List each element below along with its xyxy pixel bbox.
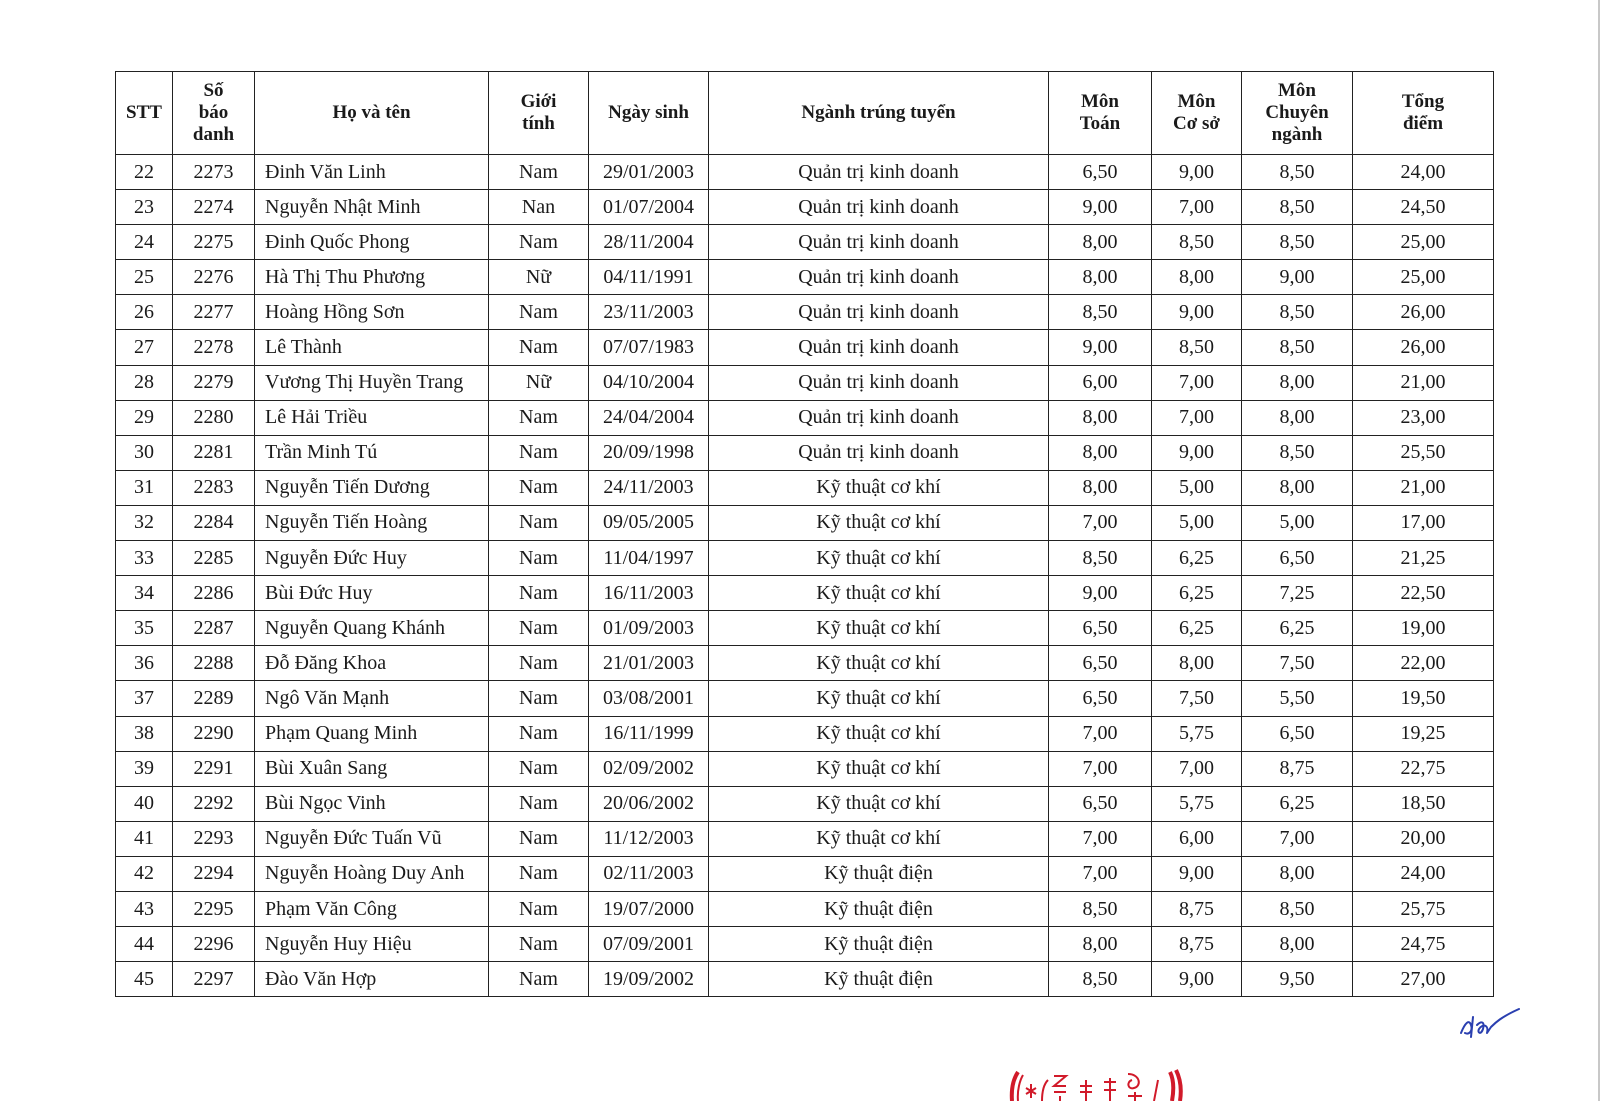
specialty-score-cell: 6,25	[1242, 786, 1353, 821]
specialty-score-cell: 7,25	[1242, 576, 1353, 611]
stt-cell: 45	[116, 962, 173, 997]
total-score-cell: 21,25	[1353, 541, 1494, 576]
column-header	[1242, 72, 1353, 155]
stt-cell: 33	[116, 541, 173, 576]
candidate-number-cell: 2281	[173, 435, 255, 470]
major-cell: Kỹ thuật cơ khí	[709, 576, 1049, 611]
total-score-cell: 26,00	[1353, 295, 1494, 330]
table-header-row	[116, 72, 1494, 155]
foundation-score-cell: 8,75	[1152, 927, 1242, 962]
gender-cell: Nam	[489, 435, 589, 470]
full-name-cell: Nguyễn Đức Tuấn Vũ	[255, 821, 489, 856]
candidate-number-cell: 2277	[173, 295, 255, 330]
total-score-cell: 27,00	[1353, 962, 1494, 997]
specialty-score-cell: 8,50	[1242, 435, 1353, 470]
candidate-number-cell: 2284	[173, 505, 255, 540]
candidate-number-cell: 2285	[173, 541, 255, 576]
birth-date-cell: 28/11/2004	[589, 225, 709, 260]
gender-cell: Nam	[489, 681, 589, 716]
gender-cell: Nam	[489, 646, 589, 681]
math-score-cell: 8,50	[1049, 891, 1152, 926]
results-table	[115, 71, 1494, 997]
math-score-cell: 7,00	[1049, 505, 1152, 540]
birth-date-cell: 19/09/2002	[589, 962, 709, 997]
specialty-score-cell: 9,00	[1242, 260, 1353, 295]
major-cell: Kỹ thuật điện	[709, 927, 1049, 962]
gender-cell: Nan	[489, 190, 589, 225]
stt-cell: 36	[116, 646, 173, 681]
total-score-cell: 22,75	[1353, 751, 1494, 786]
birth-date-cell: 11/04/1997	[589, 541, 709, 576]
full-name-cell: Đinh Quốc Phong	[255, 225, 489, 260]
table-row	[116, 576, 1494, 611]
birth-date-cell: 02/09/2002	[589, 751, 709, 786]
math-score-cell: 8,00	[1049, 435, 1152, 470]
specialty-score-cell: 8,50	[1242, 295, 1353, 330]
column-header	[255, 72, 489, 155]
foundation-score-cell: 6,25	[1152, 611, 1242, 646]
stt-cell: 22	[116, 155, 173, 190]
specialty-score-cell: 6,50	[1242, 716, 1353, 751]
column-header	[1152, 72, 1242, 155]
stt-cell: 38	[116, 716, 173, 751]
math-score-cell: 8,00	[1049, 225, 1152, 260]
birth-date-cell: 24/04/2004	[589, 400, 709, 435]
math-score-cell: 8,00	[1049, 400, 1152, 435]
stt-cell: 40	[116, 786, 173, 821]
table-row	[116, 856, 1494, 891]
stt-cell: 41	[116, 821, 173, 856]
foundation-score-cell: 7,00	[1152, 190, 1242, 225]
stt-cell: 28	[116, 365, 173, 400]
gender-cell: Nam	[489, 470, 589, 505]
table-row	[116, 330, 1494, 365]
column-header	[1049, 72, 1152, 155]
math-score-cell: 7,00	[1049, 821, 1152, 856]
table-row	[116, 716, 1494, 751]
candidate-number-cell: 2288	[173, 646, 255, 681]
full-name-cell: Lê Thành	[255, 330, 489, 365]
gender-cell: Nam	[489, 856, 589, 891]
birth-date-cell: 04/11/1991	[589, 260, 709, 295]
table-row	[116, 190, 1494, 225]
gender-cell: Nam	[489, 611, 589, 646]
birth-date-cell: 01/09/2003	[589, 611, 709, 646]
stt-cell: 44	[116, 927, 173, 962]
major-cell: Quản trị kinh doanh	[709, 295, 1049, 330]
math-score-cell: 8,00	[1049, 470, 1152, 505]
major-cell: Quản trị kinh doanh	[709, 190, 1049, 225]
gender-cell: Nam	[489, 576, 589, 611]
column-header-line: Môn	[1278, 80, 1316, 101]
math-score-cell: 6,00	[1049, 365, 1152, 400]
math-score-cell: 6,50	[1049, 786, 1152, 821]
math-score-cell: 8,00	[1049, 260, 1152, 295]
total-score-cell: 26,00	[1353, 330, 1494, 365]
full-name-cell: Vương Thị Huyền Trang	[255, 365, 489, 400]
candidate-number-cell: 2290	[173, 716, 255, 751]
major-cell: Quản trị kinh doanh	[709, 435, 1049, 470]
major-cell: Kỹ thuật cơ khí	[709, 821, 1049, 856]
full-name-cell: Đào Văn Hợp	[255, 962, 489, 997]
candidate-number-cell: 2289	[173, 681, 255, 716]
birth-date-cell: 07/09/2001	[589, 927, 709, 962]
foundation-score-cell: 5,00	[1152, 470, 1242, 505]
column-header-line: Môn	[1177, 91, 1216, 112]
birth-date-cell: 03/08/2001	[589, 681, 709, 716]
major-cell: Kỹ thuật cơ khí	[709, 470, 1049, 505]
table-row	[116, 821, 1494, 856]
specialty-score-cell: 8,00	[1242, 856, 1353, 891]
foundation-score-cell: 9,00	[1152, 155, 1242, 190]
stt-cell: 25	[116, 260, 173, 295]
specialty-score-cell: 8,50	[1242, 330, 1353, 365]
foundation-score-cell: 5,75	[1152, 786, 1242, 821]
table-row	[116, 786, 1494, 821]
math-score-cell: 9,00	[1049, 576, 1152, 611]
gender-cell: Nam	[489, 225, 589, 260]
full-name-cell: Nguyễn Huy Hiệu	[255, 927, 489, 962]
birth-date-cell: 07/07/1983	[589, 330, 709, 365]
candidate-number-cell: 2287	[173, 611, 255, 646]
foundation-score-cell: 9,00	[1152, 962, 1242, 997]
major-cell: Kỹ thuật cơ khí	[709, 541, 1049, 576]
column-header-line: Ngày sinh	[608, 102, 689, 123]
full-name-cell: Ngô Văn Mạnh	[255, 681, 489, 716]
candidate-number-cell: 2280	[173, 400, 255, 435]
foundation-score-cell: 7,00	[1152, 365, 1242, 400]
full-name-cell: Bùi Ngọc Vinh	[255, 786, 489, 821]
column-header-line: Ngành trúng tuyển	[801, 102, 956, 123]
specialty-score-cell: 8,00	[1242, 400, 1353, 435]
red-seal-stamp-icon	[1008, 1066, 1208, 1101]
gender-cell: Nam	[489, 295, 589, 330]
full-name-cell: Bùi Xuân Sang	[255, 751, 489, 786]
stt-cell: 43	[116, 891, 173, 926]
handwritten-initials-icon	[1455, 1003, 1525, 1043]
specialty-score-cell: 6,25	[1242, 611, 1353, 646]
math-score-cell: 8,50	[1049, 962, 1152, 997]
table-row	[116, 435, 1494, 470]
major-cell: Kỹ thuật điện	[709, 962, 1049, 997]
column-header-line: Số	[203, 80, 224, 101]
gender-cell: Nữ	[489, 260, 589, 295]
candidate-number-cell: 2273	[173, 155, 255, 190]
candidate-number-cell: 2279	[173, 365, 255, 400]
foundation-score-cell: 5,75	[1152, 716, 1242, 751]
full-name-cell: Lê Hải Triều	[255, 400, 489, 435]
column-header-line: tính	[522, 113, 555, 134]
foundation-score-cell: 9,00	[1152, 435, 1242, 470]
gender-cell: Nam	[489, 541, 589, 576]
gender-cell: Nam	[489, 155, 589, 190]
major-cell: Kỹ thuật cơ khí	[709, 505, 1049, 540]
major-cell: Quản trị kinh doanh	[709, 365, 1049, 400]
column-header-line: Giới	[520, 91, 557, 112]
candidate-number-cell: 2274	[173, 190, 255, 225]
birth-date-cell: 20/06/2002	[589, 786, 709, 821]
math-score-cell: 6,50	[1049, 611, 1152, 646]
column-header-line: STT	[126, 102, 162, 123]
stt-cell: 31	[116, 470, 173, 505]
full-name-cell: Phạm Quang Minh	[255, 716, 489, 751]
stt-cell: 34	[116, 576, 173, 611]
total-score-cell: 19,00	[1353, 611, 1494, 646]
major-cell: Quản trị kinh doanh	[709, 155, 1049, 190]
total-score-cell: 19,50	[1353, 681, 1494, 716]
full-name-cell: Nguyễn Hoàng Duy Anh	[255, 856, 489, 891]
birth-date-cell: 11/12/2003	[589, 821, 709, 856]
column-header	[709, 72, 1049, 155]
foundation-score-cell: 6,00	[1152, 821, 1242, 856]
gender-cell: Nam	[489, 400, 589, 435]
major-cell: Kỹ thuật điện	[709, 856, 1049, 891]
gender-cell: Nam	[489, 891, 589, 926]
column-header-line: Tổng	[1401, 91, 1445, 112]
foundation-score-cell: 9,00	[1152, 856, 1242, 891]
birth-date-cell: 04/10/2004	[589, 365, 709, 400]
birth-date-cell: 19/07/2000	[589, 891, 709, 926]
candidate-number-cell: 2293	[173, 821, 255, 856]
math-score-cell: 7,00	[1049, 856, 1152, 891]
full-name-cell: Nguyễn Tiến Hoàng	[255, 505, 489, 540]
total-score-cell: 23,00	[1353, 400, 1494, 435]
gender-cell: Nam	[489, 330, 589, 365]
full-name-cell: Nguyễn Quang Khánh	[255, 611, 489, 646]
total-score-cell: 21,00	[1353, 365, 1494, 400]
gender-cell: Nam	[489, 505, 589, 540]
specialty-score-cell: 6,50	[1242, 541, 1353, 576]
total-score-cell: 22,00	[1353, 646, 1494, 681]
stt-cell: 29	[116, 400, 173, 435]
total-score-cell: 24,50	[1353, 190, 1494, 225]
column-header	[1353, 72, 1494, 155]
specialty-score-cell: 8,00	[1242, 365, 1353, 400]
major-cell: Quản trị kinh doanh	[709, 225, 1049, 260]
candidate-number-cell: 2294	[173, 856, 255, 891]
specialty-score-cell: 7,50	[1242, 646, 1353, 681]
birth-date-cell: 24/11/2003	[589, 470, 709, 505]
math-score-cell: 7,00	[1049, 716, 1152, 751]
column-header-line: báo	[198, 102, 229, 123]
stt-cell: 39	[116, 751, 173, 786]
table-body	[116, 155, 1494, 997]
column-header-line: danh	[192, 124, 235, 145]
math-score-cell: 8,50	[1049, 295, 1152, 330]
foundation-score-cell: 6,25	[1152, 541, 1242, 576]
foundation-score-cell: 8,50	[1152, 330, 1242, 365]
total-score-cell: 25,00	[1353, 260, 1494, 295]
candidate-number-cell: 2297	[173, 962, 255, 997]
gender-cell: Nam	[489, 786, 589, 821]
table-row	[116, 927, 1494, 962]
birth-date-cell: 09/05/2005	[589, 505, 709, 540]
math-score-cell: 8,00	[1049, 927, 1152, 962]
gender-cell: Nam	[489, 716, 589, 751]
table-row	[116, 365, 1494, 400]
foundation-score-cell: 8,75	[1152, 891, 1242, 926]
math-score-cell: 6,50	[1049, 646, 1152, 681]
candidate-number-cell: 2291	[173, 751, 255, 786]
gender-cell: Nam	[489, 751, 589, 786]
full-name-cell: Nguyễn Nhật Minh	[255, 190, 489, 225]
full-name-cell: Bùi Đức Huy	[255, 576, 489, 611]
birth-date-cell: 02/11/2003	[589, 856, 709, 891]
specialty-score-cell: 7,00	[1242, 821, 1353, 856]
specialty-score-cell: 5,00	[1242, 505, 1353, 540]
gender-cell: Nam	[489, 821, 589, 856]
table-row	[116, 891, 1494, 926]
foundation-score-cell: 5,00	[1152, 505, 1242, 540]
birth-date-cell: 16/11/1999	[589, 716, 709, 751]
gender-cell: Nam	[489, 927, 589, 962]
foundation-score-cell: 8,00	[1152, 646, 1242, 681]
stt-cell: 32	[116, 505, 173, 540]
table-row	[116, 646, 1494, 681]
stt-cell: 37	[116, 681, 173, 716]
stt-cell: 24	[116, 225, 173, 260]
column-header-line: Toán	[1079, 113, 1121, 134]
major-cell: Kỹ thuật cơ khí	[709, 681, 1049, 716]
stt-cell: 23	[116, 190, 173, 225]
total-score-cell: 22,50	[1353, 576, 1494, 611]
specialty-score-cell: 8,50	[1242, 190, 1353, 225]
full-name-cell: Nguyễn Tiến Dương	[255, 470, 489, 505]
birth-date-cell: 23/11/2003	[589, 295, 709, 330]
total-score-cell: 20,00	[1353, 821, 1494, 856]
foundation-score-cell: 8,00	[1152, 260, 1242, 295]
foundation-score-cell: 7,00	[1152, 751, 1242, 786]
major-cell: Kỹ thuật cơ khí	[709, 751, 1049, 786]
major-cell: Kỹ thuật cơ khí	[709, 646, 1049, 681]
table-row	[116, 962, 1494, 997]
birth-date-cell: 29/01/2003	[589, 155, 709, 190]
total-score-cell: 24,00	[1353, 856, 1494, 891]
table-row	[116, 505, 1494, 540]
total-score-cell: 24,75	[1353, 927, 1494, 962]
math-score-cell: 6,50	[1049, 155, 1152, 190]
candidate-number-cell: 2292	[173, 786, 255, 821]
table-row	[116, 611, 1494, 646]
specialty-score-cell: 5,50	[1242, 681, 1353, 716]
specialty-score-cell: 8,75	[1242, 751, 1353, 786]
math-score-cell: 6,50	[1049, 681, 1152, 716]
specialty-score-cell: 8,50	[1242, 891, 1353, 926]
specialty-score-cell: 9,50	[1242, 962, 1353, 997]
foundation-score-cell: 7,00	[1152, 400, 1242, 435]
total-score-cell: 17,00	[1353, 505, 1494, 540]
full-name-cell: Nguyễn Đức Huy	[255, 541, 489, 576]
table-row	[116, 470, 1494, 505]
table-row	[116, 400, 1494, 435]
math-score-cell: 7,00	[1049, 751, 1152, 786]
major-cell: Kỹ thuật cơ khí	[709, 786, 1049, 821]
table-row	[116, 751, 1494, 786]
specialty-score-cell: 8,00	[1242, 470, 1353, 505]
candidate-number-cell: 2295	[173, 891, 255, 926]
column-header-line: Chuyên	[1265, 102, 1329, 123]
math-score-cell: 9,00	[1049, 190, 1152, 225]
total-score-cell: 24,00	[1353, 155, 1494, 190]
table-row	[116, 681, 1494, 716]
foundation-score-cell: 6,25	[1152, 576, 1242, 611]
table-row	[116, 155, 1494, 190]
major-cell: Kỹ thuật điện	[709, 891, 1049, 926]
full-name-cell: Hoàng Hồng Sơn	[255, 295, 489, 330]
table-row	[116, 225, 1494, 260]
specialty-score-cell: 8,50	[1242, 225, 1353, 260]
total-score-cell: 25,00	[1353, 225, 1494, 260]
stt-cell: 42	[116, 856, 173, 891]
total-score-cell: 18,50	[1353, 786, 1494, 821]
total-score-cell: 19,25	[1353, 716, 1494, 751]
table-row	[116, 541, 1494, 576]
major-cell: Quản trị kinh doanh	[709, 260, 1049, 295]
foundation-score-cell: 7,50	[1152, 681, 1242, 716]
full-name-cell: Trần Minh Tú	[255, 435, 489, 470]
candidate-number-cell: 2276	[173, 260, 255, 295]
major-cell: Kỹ thuật cơ khí	[709, 611, 1049, 646]
major-cell: Quản trị kinh doanh	[709, 400, 1049, 435]
candidate-number-cell: 2283	[173, 470, 255, 505]
stt-cell: 30	[116, 435, 173, 470]
column-header-line: Cơ sở	[1173, 113, 1220, 134]
column-header-line: Môn	[1081, 91, 1119, 112]
stt-cell: 26	[116, 295, 173, 330]
column-header-line: Họ và tên	[332, 102, 411, 123]
full-name-cell: Đỗ Đăng Khoa	[255, 646, 489, 681]
math-score-cell: 9,00	[1049, 330, 1152, 365]
foundation-score-cell: 9,00	[1152, 295, 1242, 330]
full-name-cell: Phạm Văn Công	[255, 891, 489, 926]
column-header-line: ngành	[1271, 124, 1323, 145]
full-name-cell: Đinh Văn Linh	[255, 155, 489, 190]
major-cell: Kỹ thuật cơ khí	[709, 716, 1049, 751]
birth-date-cell: 01/07/2004	[589, 190, 709, 225]
candidate-number-cell: 2296	[173, 927, 255, 962]
full-name-cell: Hà Thị Thu Phương	[255, 260, 489, 295]
table-row	[116, 260, 1494, 295]
foundation-score-cell: 8,50	[1152, 225, 1242, 260]
column-header-line: điểm	[1402, 113, 1444, 134]
candidate-number-cell: 2275	[173, 225, 255, 260]
table-row	[116, 295, 1494, 330]
total-score-cell: 25,75	[1353, 891, 1494, 926]
specialty-score-cell: 8,00	[1242, 927, 1353, 962]
total-score-cell: 21,00	[1353, 470, 1494, 505]
specialty-score-cell: 8,50	[1242, 155, 1353, 190]
birth-date-cell: 20/09/1998	[589, 435, 709, 470]
column-header	[589, 72, 709, 155]
candidate-number-cell: 2286	[173, 576, 255, 611]
column-header	[489, 72, 589, 155]
column-header	[116, 72, 173, 155]
candidate-number-cell: 2278	[173, 330, 255, 365]
column-header	[173, 72, 255, 155]
birth-date-cell: 16/11/2003	[589, 576, 709, 611]
major-cell: Quản trị kinh doanh	[709, 330, 1049, 365]
math-score-cell: 8,50	[1049, 541, 1152, 576]
birth-date-cell: 21/01/2003	[589, 646, 709, 681]
gender-cell: Nam	[489, 962, 589, 997]
stt-cell: 35	[116, 611, 173, 646]
stt-cell: 27	[116, 330, 173, 365]
total-score-cell: 25,50	[1353, 435, 1494, 470]
gender-cell: Nữ	[489, 365, 589, 400]
